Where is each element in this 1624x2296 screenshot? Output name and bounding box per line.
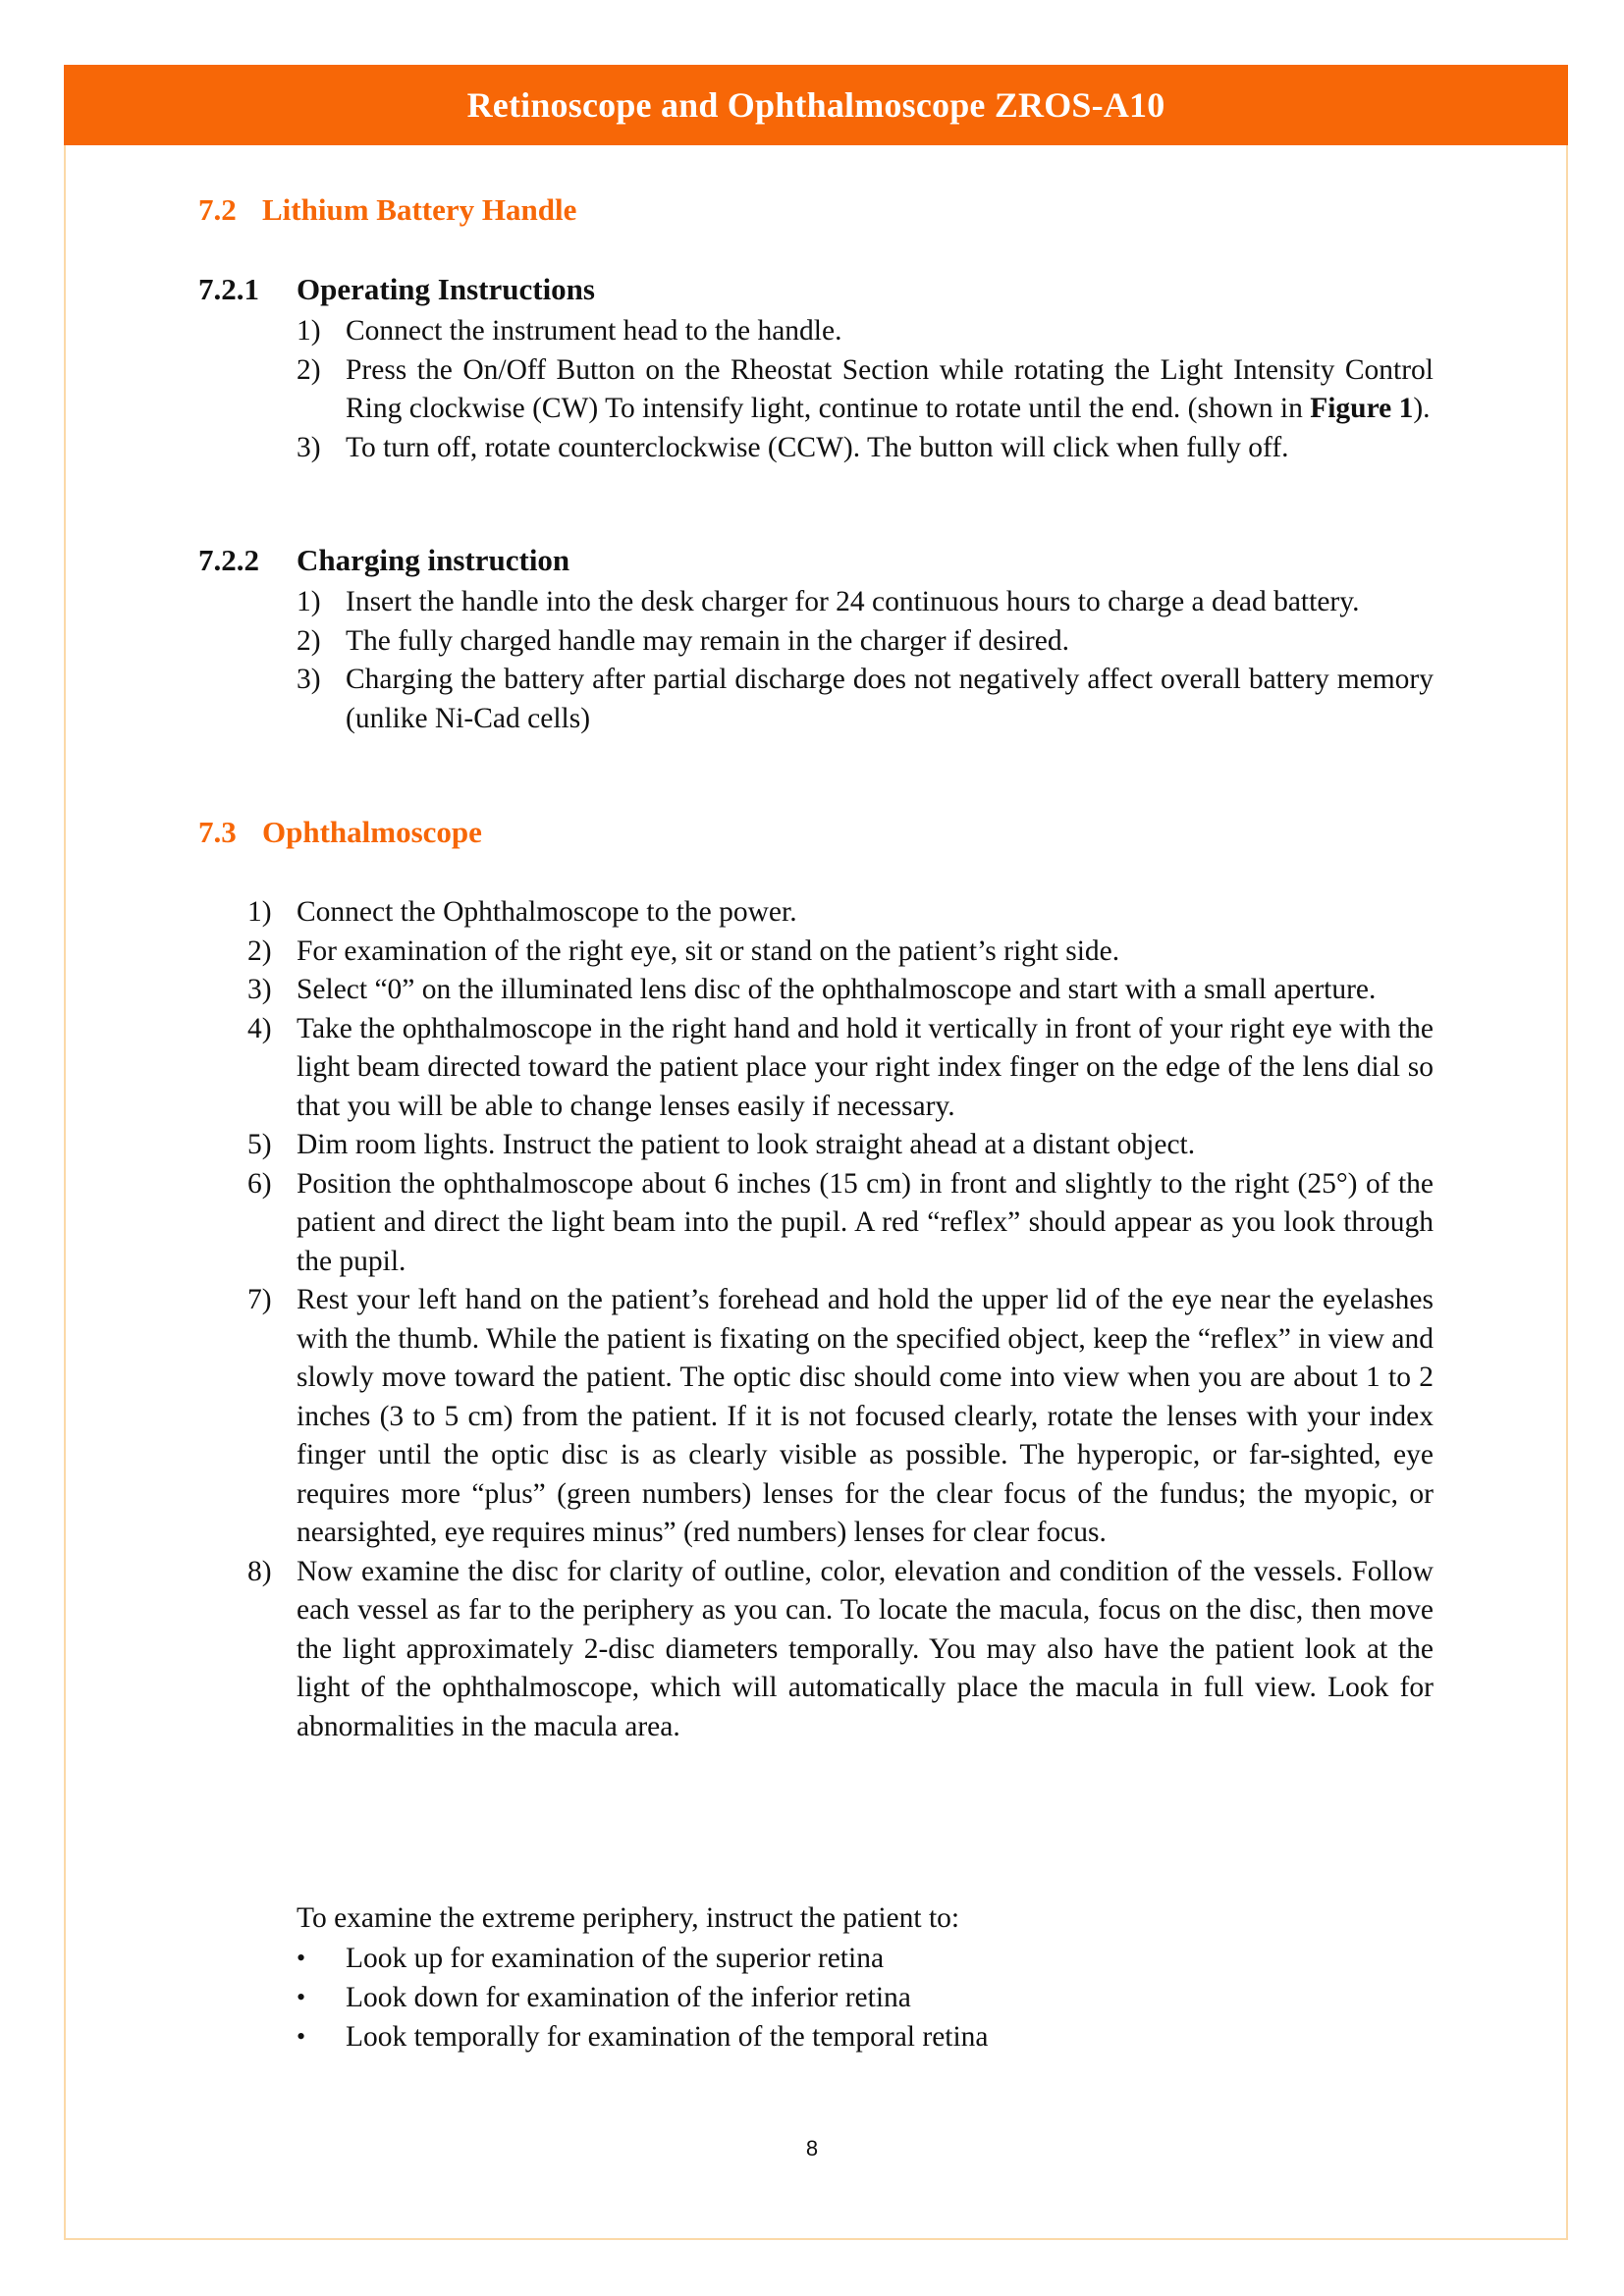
- list-marker: 8): [247, 1555, 272, 1587]
- list-item-text: Charging the battery after partial discharge does not negatively affect overall battery memory (unlike Ni-Cad cells): [346, 664, 1434, 734]
- section-number: 7.3: [198, 815, 237, 849]
- list-item-text: ).: [1413, 393, 1431, 424]
- list-item-text: Connect the instrument head to the handle.: [346, 315, 842, 347]
- list-item-text: Dim room lights. Instruct the patient to look straight ahead at a distant object.: [297, 1129, 1196, 1160]
- list-item: [297, 312, 1434, 351]
- bullet-icon: •: [297, 1944, 306, 1972]
- list-item: [247, 933, 1434, 972]
- list-item: [297, 661, 1434, 738]
- section-number: 7.2: [198, 192, 237, 227]
- list-item-text: The fully charged handle may remain in the charger if desired.: [346, 624, 1069, 657]
- list-marker: 3): [297, 431, 321, 463]
- list-item: [247, 971, 1434, 1010]
- section-title: Ophthalmoscope: [262, 815, 482, 849]
- list-item-text: Press the On/Off Button on the Rheostat Section while rotating the Light Intensity Control Ring clockwise (CW) To intensify light, continue to rotate until the end. (shown in: [346, 353, 1434, 424]
- list-item-text: Connect the Ophthalmoscope to the power.: [297, 896, 797, 928]
- charging-instructions-list: [297, 583, 1434, 738]
- list-item-text: Now examine the disc for clarity of outline, color, elevation and condition of the vessels. Follow each vessel as far to the periphery as you can. To locate the macula, focus on the disc, then move the light approximately 2-disc diameters temporally. You may also have the patient look at the light of the ophthalmoscope, which will automatically place the macula in full view. Look for abnormalities in the macula area.: [297, 1555, 1434, 1742]
- subsection-title: Charging instruction: [297, 543, 570, 577]
- list-marker: 3): [247, 974, 272, 1005]
- subsection-number: 7.2.1: [198, 272, 259, 306]
- figure-reference: Figure 1: [1310, 393, 1414, 424]
- subsection-number: 7.2.2: [198, 543, 259, 577]
- list-marker: 2): [297, 353, 321, 386]
- operating-instructions-list: [297, 312, 1434, 467]
- list-item: [247, 1126, 1434, 1165]
- bullet-icon: •: [297, 2022, 306, 2051]
- list-marker: 3): [297, 664, 321, 695]
- list-marker: 7): [247, 1284, 272, 1315]
- section-title: Lithium Battery Handle: [262, 192, 577, 227]
- list-marker: 4): [247, 1012, 272, 1044]
- bullet-text: Look temporally for examination of the temporal retina: [346, 2021, 989, 2053]
- subsection-title: Operating Instructions: [297, 272, 595, 306]
- list-item-text: Rest your left hand on the patient’s forehead and hold the upper lid of the eye near the eyelashes with the thumb. While the patient is fixating on the specified object, keep the “reflex” in view and slowly move toward the patient. The optic disc should come into view when you are about 1 to 2 inches (3 to 5 cm) from the patient. If it is not focused clearly, rotate the lenses with your index finger until the optic disc is as clearly visible as possible. The hyperopic, or far-sighted, eye requires more “plus” (green numbers) lenses for the clear focus of the fundus; the myopic, or nearsighted, eye requires minus” (red numbers) lenses for clear focus.: [297, 1284, 1434, 1548]
- list-marker: 1): [297, 586, 321, 617]
- list-item: [247, 1281, 1434, 1553]
- list-item-text: For examination of the right eye, sit or stand on the patient’s right side.: [297, 934, 1120, 967]
- subsection-heading-7-2-2: [198, 543, 569, 578]
- bullet-text: Look down for examination of the inferior retina: [346, 1982, 911, 2013]
- list-item: [247, 1010, 1434, 1127]
- list-item: [297, 429, 1434, 468]
- periphery-intro: To examine the extreme periphery, instruct the patient to:: [297, 1902, 960, 1934]
- list-item: [247, 1165, 1434, 1282]
- list-marker: 6): [247, 1167, 272, 1200]
- list-item: [247, 893, 1434, 933]
- bullet-item: [297, 1939, 1434, 1978]
- periphery-bullet-list: [297, 1939, 1434, 2056]
- bullet-item: [297, 1978, 1434, 2017]
- list-item: [297, 583, 1434, 622]
- ophthalmoscope-steps-list: [247, 893, 1434, 1746]
- bullet-text: Look up for examination of the superior retina: [346, 1943, 885, 1974]
- list-item-text: Position the ophthalmoscope about 6 inches (15 cm) in front and slightly to the right (25°) of the patient and direct the light beam into the pupil. A red “reflex” should appear as you look through the pupil.: [297, 1167, 1434, 1277]
- list-marker: 2): [247, 934, 272, 967]
- list-marker: 5): [247, 1129, 272, 1160]
- list-item: [297, 622, 1434, 662]
- list-item-text: Select “0” on the illuminated lens disc of the ophthalmoscope and start with a small aperture.: [297, 974, 1377, 1005]
- header-band: [64, 65, 1568, 145]
- list-item: [247, 1553, 1434, 1747]
- list-item-text: Insert the handle into the desk charger for 24 continuous hours to charge a dead battery.: [346, 586, 1360, 617]
- list-item-text: To turn off, rotate counterclockwise (CCW). The button will click when fully off.: [346, 431, 1289, 463]
- list-marker: 1): [297, 315, 321, 347]
- bullet-item: [297, 2017, 1434, 2056]
- page-number: 8: [805, 2136, 819, 2161]
- list-marker: 2): [297, 624, 321, 657]
- list-item-text: Take the ophthalmoscope in the right hand and hold it vertically in front of your right eye with the light beam directed toward the patient place your right index finger on the edge of the lens dial so that you will be able to change lenses easily if necessary.: [297, 1012, 1434, 1122]
- bullet-icon: •: [297, 1983, 306, 2011]
- subsection-heading-7-2-1: [198, 272, 595, 307]
- list-item: [297, 351, 1434, 429]
- section-heading-7-2: [198, 192, 576, 228]
- document-title: Retinoscope and Ophthalmoscope ZROS-A10: [466, 85, 1165, 125]
- section-heading-7-3: [198, 815, 482, 850]
- list-marker: 1): [247, 896, 272, 928]
